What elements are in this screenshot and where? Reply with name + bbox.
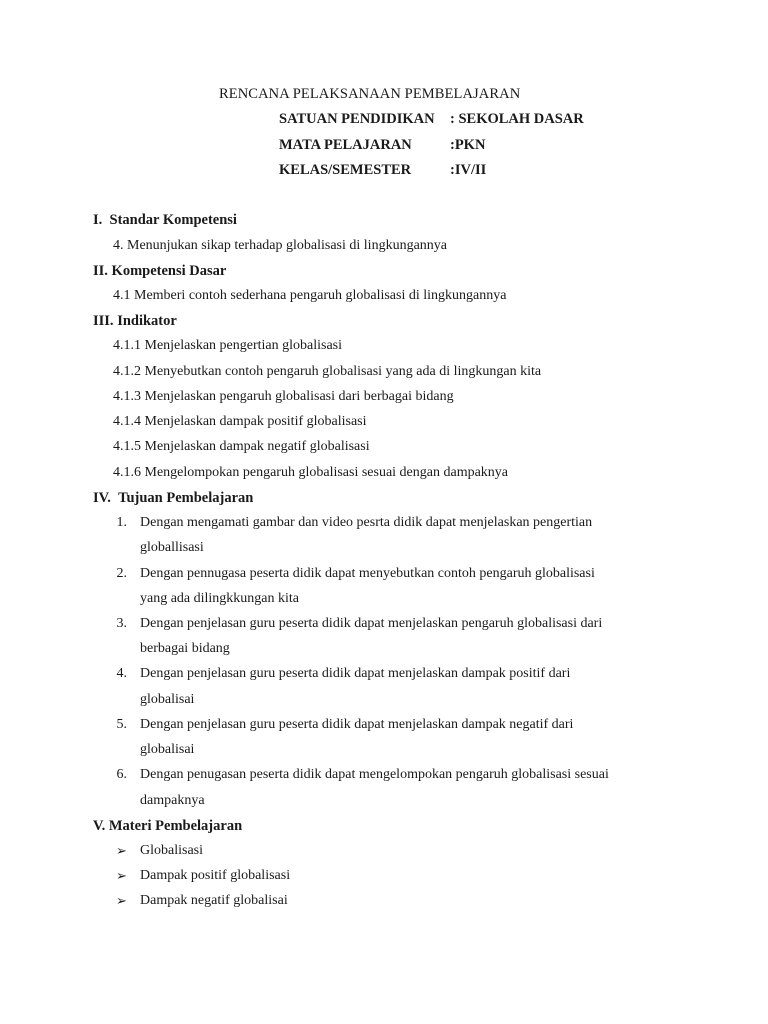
tujuan-item-line: globalisai [140,692,195,707]
meta-key: SATUAN PENDIDIKAN [279,111,435,127]
indikator-item: 4.1.4 Menjelaskan dampak positif globalisasi [113,414,367,429]
tujuan-item-line: dampaknya [140,793,205,808]
section-title: Indikator [117,313,177,329]
section-heading-indikator [93,313,177,330]
section-roman: I. [93,212,103,228]
indikator-item: 4.1.5 Menjelaskan dampak negatif globalisasi [113,439,370,454]
tujuan-item-line: Dengan penjelasan guru peserta didik dapat menjelaskan dampak negatif dari [140,717,574,732]
meta-value: :IV/II [450,162,487,178]
materi-item: Dampak positif globalisasi [140,868,291,883]
arrow-bullet-icon: ➢ [116,868,127,883]
tujuan-item-line: berbagai bidang [140,641,230,656]
list-number: 1. [116,515,127,530]
meta-value: : SEKOLAH DASAR [450,111,584,127]
meta-row-satuan [279,111,584,128]
section-heading-standar [93,212,237,229]
section-title: Tujuan Pembelajaran [118,490,254,506]
section-title: Materi Pembelajaran [108,818,243,834]
kompetensi-item: 4.1 Memberi contoh sederhana pengaruh globalisasi di lingkungannya [113,288,507,303]
section-roman: IV. [93,490,111,506]
indikator-item: 4.1.2 Menyebutkan contoh pengaruh globalisasi yang ada di lingkungan kita [113,364,542,379]
section-roman: V. [93,818,106,834]
list-number: 3. [116,616,127,631]
indikator-item: 4.1.1 Menjelaskan pengertian globalisasi [113,338,342,353]
indikator-item: 4.1.6 Mengelompokan pengaruh globalisasi sesuai dengan dampaknya [113,465,509,480]
list-number: 2. [116,566,127,581]
section-title: Kompetensi Dasar [111,263,227,279]
materi-item: Dampak negatif globalisai [140,893,288,908]
section-roman: III. [93,313,114,329]
list-number: 6. [116,767,127,782]
arrow-bullet-icon: ➢ [116,843,127,858]
tujuan-item-line: Dengan penjelasan guru peserta didik dapat menjelaskan pengaruh globalisasi dari [140,616,603,631]
tujuan-item-line: globalisai [140,742,195,757]
meta-row-mapel [279,137,485,154]
standar-item: 4. Menunjukan sikap terhadap globalisasi di lingkungannya [113,238,447,253]
section-title: Standar Kompetensi [109,212,237,228]
indikator-item: 4.1.3 Menjelaskan pengaruh globalisasi dari berbagai bidang [113,389,454,404]
section-heading-materi [93,818,242,835]
arrow-bullet-icon: ➢ [116,893,127,908]
section-heading-tujuan [93,490,253,507]
section-roman: II. [93,263,108,279]
meta-value: :PKN [450,137,486,153]
tujuan-item-line: Dengan mengamati gambar dan video pesrta didik dapat menjelaskan pengertian [140,515,593,530]
materi-item: Globalisasi [140,843,203,858]
meta-key: KELAS/SEMESTER [279,162,412,178]
meta-key: MATA PELAJARAN [279,137,412,153]
list-number: 5. [116,717,127,732]
meta-row-kelas [279,162,486,179]
tujuan-item-line: yang ada dilingkkungan kita [140,591,300,606]
list-number: 4. [116,666,127,681]
document-title: RENCANA PELAKSANAAN PEMBELAJARAN [219,86,521,102]
tujuan-item-line: globallisasi [140,540,204,555]
tujuan-item-line: Dengan penugasan peserta didik dapat mengelompokan pengaruh globalisasi sesuai [140,767,609,782]
tujuan-item-line: Dengan pennugasa peserta didik dapat menyebutkan contoh pengaruh globalisasi [140,566,595,581]
tujuan-item-line: Dengan penjelasan guru peserta didik dapat menjelaskan dampak positif dari [140,666,571,681]
section-heading-kompetensi [93,263,226,280]
